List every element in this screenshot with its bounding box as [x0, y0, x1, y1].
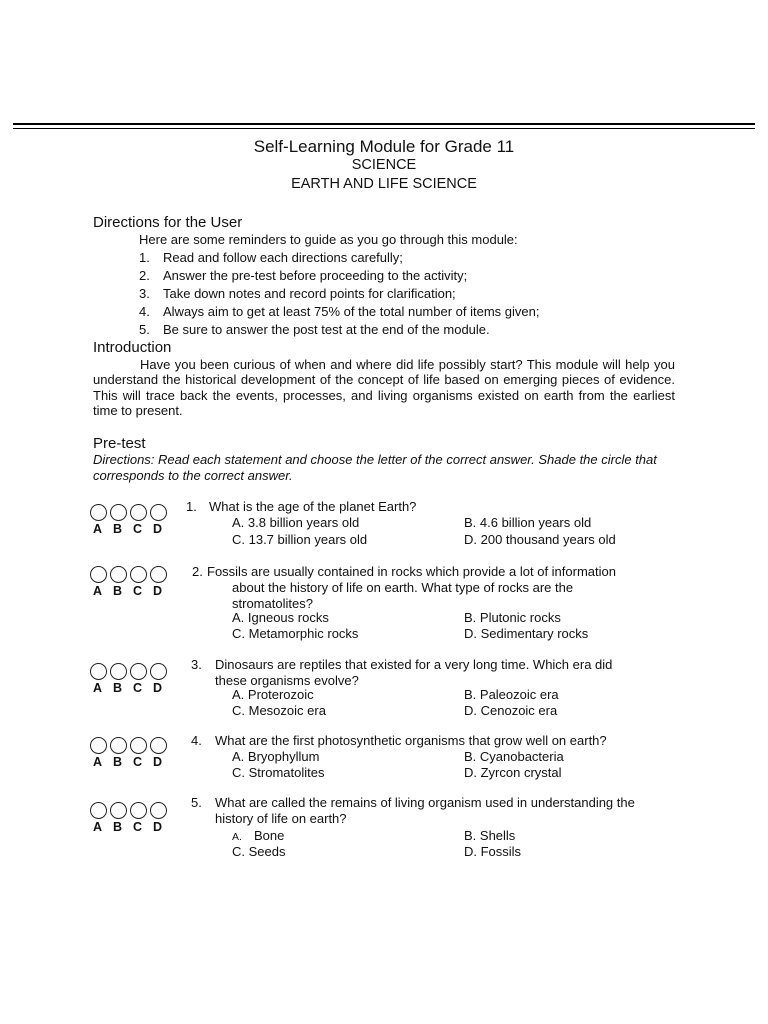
- q3-option-d: D. Cenozoic era: [464, 703, 558, 718]
- question-3-line-2: these organisms evolve?: [215, 673, 359, 688]
- subject-heading: SCIENCE: [351, 157, 417, 173]
- directions-lead: Here are some reminders to guide as you go through this module:: [139, 232, 518, 247]
- bubble-a[interactable]: [90, 566, 107, 583]
- bubble-letter: D: [153, 820, 163, 834]
- q1-option-a: A. 3.8 billion years old: [232, 515, 360, 530]
- bubble-a[interactable]: [90, 663, 107, 680]
- q3-option-b: B. Paleozoic era: [464, 687, 559, 702]
- bubble-b[interactable]: [110, 504, 127, 521]
- q4-option-c: C. Stromatolites: [232, 765, 325, 780]
- q4-option-a: A. Bryophyllum: [232, 749, 320, 764]
- list-item: 5. Be sure to answer the post test at the end of the module.: [139, 322, 490, 337]
- question-1: 1. What is the age of the planet Earth?: [186, 499, 417, 514]
- directions-list: [139, 249, 539, 339]
- course-heading: EARTH AND LIFE SCIENCE: [291, 176, 477, 192]
- pretest-heading: Pre-test: [93, 435, 146, 452]
- question-2-line-3: stromatolites?: [232, 596, 313, 611]
- introduction-paragraph: Have you been curious of when and where did life possibly start? This module will help you understand the historical development of the concept of life based on emerging pieces of evidence. This will trace back the events, processes, and living organisms existed on earth from the earliest time to present.: [93, 357, 675, 418]
- top-rule-thick: [13, 123, 755, 125]
- bubble-letter: B: [113, 522, 123, 536]
- bubble-letter: B: [113, 755, 123, 769]
- bubble-letter: B: [113, 584, 123, 598]
- question-3: 3. Dinosaurs are reptiles that existed for a very long time. Which era did: [191, 657, 613, 672]
- bubble-a[interactable]: [90, 802, 107, 819]
- bubble-a[interactable]: [90, 737, 107, 754]
- bubble-d[interactable]: [150, 566, 167, 583]
- q1-option-d: D. 200 thousand years old: [464, 532, 616, 547]
- bubble-b[interactable]: [110, 802, 127, 819]
- q2-option-b: B. Plutonic rocks: [464, 610, 561, 625]
- bubble-d[interactable]: [150, 737, 167, 754]
- list-item: 1. Read and follow each directions carefully;: [139, 250, 403, 265]
- bubble-a[interactable]: [90, 504, 107, 521]
- list-item: 2. Answer the pre-test before proceeding to the activity;: [139, 268, 468, 283]
- bubble-c[interactable]: [130, 663, 147, 680]
- question-4: 4. What are the first photosynthetic organisms that grow well on earth?: [191, 733, 607, 748]
- bubble-letter: A: [93, 681, 103, 695]
- bubble-d[interactable]: [150, 663, 167, 680]
- answer-bubbles-q1[interactable]: [90, 504, 173, 536]
- q2-option-a: A. Igneous rocks: [232, 610, 329, 625]
- bubble-letter: C: [133, 755, 143, 769]
- q5-option-c: C. Seeds: [232, 844, 286, 859]
- bubble-letter: D: [153, 755, 163, 769]
- bubble-b[interactable]: [110, 737, 127, 754]
- q2-option-d: D. Sedimentary rocks: [464, 626, 589, 641]
- directions-user-heading: Directions for the User: [93, 214, 243, 231]
- list-item: 3. Take down notes and record points for clarification;: [139, 286, 456, 301]
- q4-option-b: B. Cyanobacteria: [464, 749, 564, 764]
- bubble-letter: B: [113, 681, 123, 695]
- bubble-letter: D: [153, 584, 163, 598]
- top-rule-thin: [13, 128, 755, 129]
- introduction-heading: Introduction: [93, 339, 172, 356]
- answer-bubbles-q5[interactable]: [90, 802, 173, 834]
- bubble-d[interactable]: [150, 504, 167, 521]
- bubble-c[interactable]: [130, 504, 147, 521]
- question-5-line-2: history of life on earth?: [215, 811, 347, 826]
- pretest-directions: Directions: Read each statement and choose the letter of the correct answer. Shade the circle that corresponds to the correct answer.: [93, 452, 657, 483]
- bubble-b[interactable]: [110, 663, 127, 680]
- bubble-letter: A: [93, 755, 103, 769]
- bubble-c[interactable]: [130, 737, 147, 754]
- bubble-letter: C: [133, 820, 143, 834]
- bubble-letter: A: [93, 584, 103, 598]
- bubble-d[interactable]: [150, 802, 167, 819]
- bubble-letter: A: [93, 522, 103, 536]
- bubble-letter: C: [133, 681, 143, 695]
- bubble-letter: D: [153, 681, 163, 695]
- bubble-letter: C: [133, 584, 143, 598]
- q3-option-c: C. Mesozoic era: [232, 703, 326, 718]
- bubble-c[interactable]: [130, 566, 147, 583]
- bubble-b[interactable]: [110, 566, 127, 583]
- answer-bubbles-q4[interactable]: [90, 737, 173, 769]
- bubble-c[interactable]: [130, 802, 147, 819]
- q1-option-c: C. 13.7 billion years old: [232, 532, 368, 547]
- module-title: Self-Learning Module for Grade 11: [253, 137, 515, 156]
- q5-option-b: B. Shells: [464, 828, 516, 843]
- q2-option-c: C. Metamorphic rocks: [232, 626, 359, 641]
- question-5: 5. What are called the remains of living organism used in understanding the: [191, 795, 635, 810]
- q5-option-a: A. Bone: [232, 828, 285, 843]
- q5-option-d: D. Fossils: [464, 844, 522, 859]
- answer-bubbles-q2[interactable]: [90, 566, 173, 598]
- list-item: 4. Always aim to get at least 75% of the total number of items given;: [139, 304, 540, 319]
- question-2: 2. Fossils are usually contained in rocks which provide a lot of information: [192, 564, 616, 579]
- bubble-letter: C: [133, 522, 143, 536]
- q1-option-b: B. 4.6 billion years old: [464, 515, 592, 530]
- bubble-letter: A: [93, 820, 103, 834]
- question-2-line-2: about the history of life on earth. What type of rocks are the: [232, 580, 574, 595]
- bubble-letter: B: [113, 820, 123, 834]
- answer-bubbles-q3[interactable]: [90, 663, 173, 695]
- q3-option-a: A. Proterozoic: [232, 687, 314, 702]
- bubble-letter: D: [153, 522, 163, 536]
- q4-option-d: D. Zyrcon crystal: [464, 765, 562, 780]
